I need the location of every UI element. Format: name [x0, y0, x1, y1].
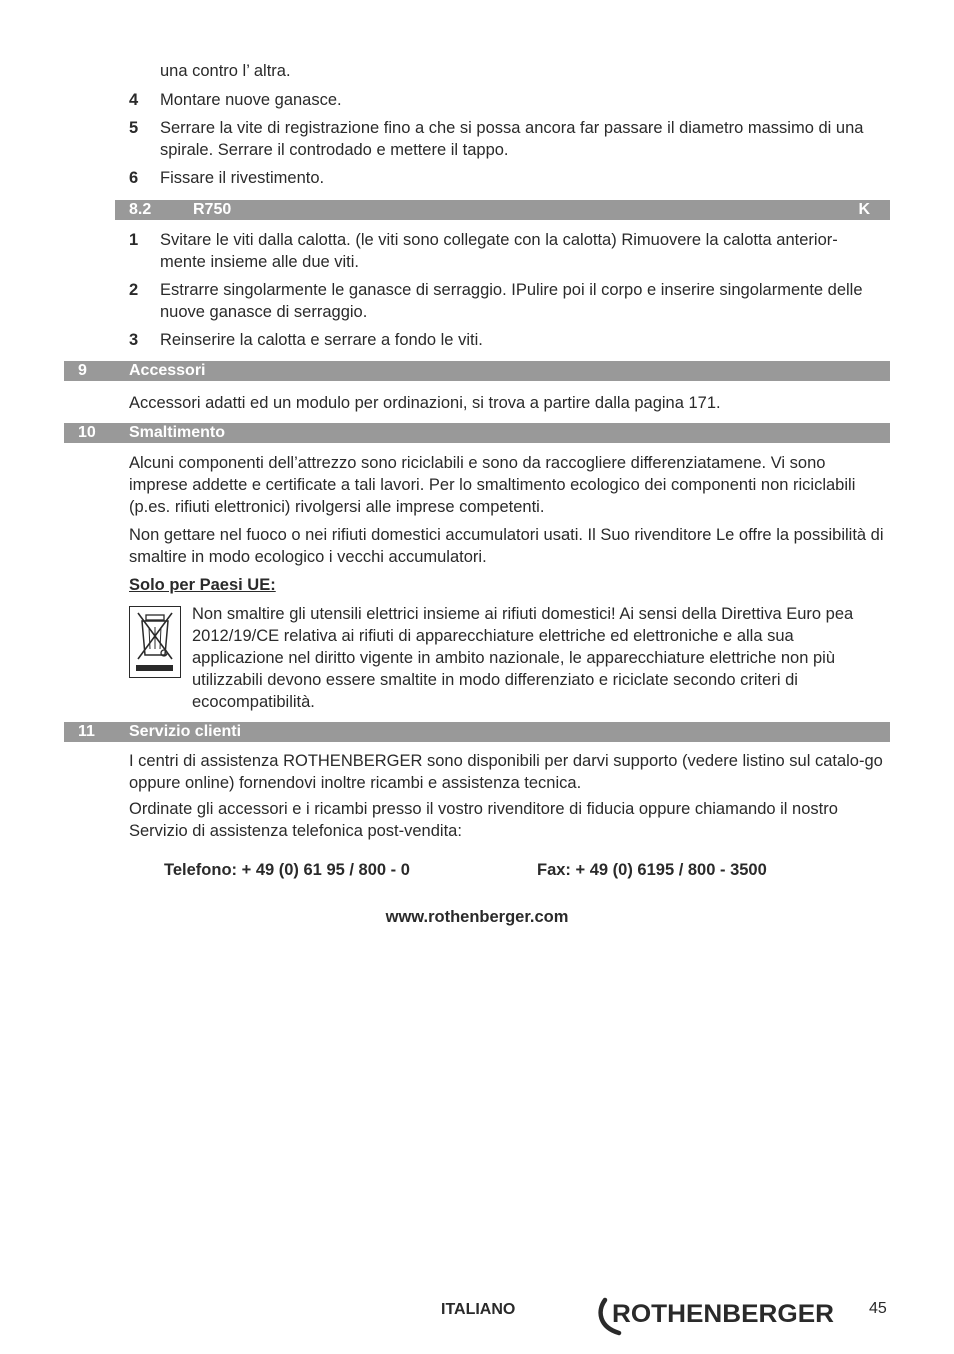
- step-item: [129, 89, 881, 111]
- step-text: Serrare la vite di registrazione fino a che si possa ancora far passare il diametro massimo di una spirale. Serrare il controdado e mettere il tappo.: [160, 119, 864, 159]
- section-number: 10: [78, 424, 96, 441]
- section-header-11: [64, 722, 890, 742]
- step-item: [129, 279, 881, 323]
- website-link[interactable]: www.rothenberger.com: [385, 908, 569, 926]
- smaltimento-paragraph-1: Alcuni componenti dell’attrezzo sono riciclabili e sono da raccogliere differenziatamene. Vi sono imprese addette e certificate a tali lavori. Per lo smaltimento ecologico dei componenti non riciclabili (p.es. rifiuti elettronici) rivolgersi alle imprese competenti.: [129, 454, 856, 516]
- section-title: R750: [193, 201, 232, 218]
- section-number: 11: [78, 723, 95, 740]
- step-item: [129, 329, 881, 351]
- section-title: Accessori: [129, 362, 206, 379]
- step-text: Fissare il rivestimento.: [160, 169, 325, 187]
- section-header-8-2: [115, 200, 890, 220]
- step-number: 2: [129, 281, 139, 299]
- section-number: 9: [78, 362, 87, 379]
- eu-disposal-text: Non smaltire gli utensili elettrici insieme ai rifiuti domestici! Ai sensi della Direttiva Euro pea 2012/19/CE relativa ai rifiuti di apparecchiature elettriche ed elettroniche e alla sua applicazione nel diritto vigente in ambito nazionale, le apparecchiature elettriche non più utilizzabili devono essere smaltite in modo differenziato e riciclate secondo criteri di ecocompatibilità.: [192, 605, 854, 711]
- page-number: 45: [869, 1300, 887, 1317]
- phone-number: Telefono: + 49 (0) 61 95 / 800 - 0: [164, 861, 410, 879]
- accessori-text: Accessori adatti ed un modulo per ordinazioni, si trova a partire dalla pagina 171.: [129, 394, 721, 412]
- fax-number: Fax: + 49 (0) 6195 / 800 - 3500: [537, 861, 767, 879]
- step-number: 4: [129, 91, 139, 109]
- step-item: [129, 229, 881, 273]
- section-title: Smaltimento: [129, 424, 226, 441]
- eu-only-label: Solo per Paesi UE:: [129, 576, 276, 594]
- section-number: 8.2: [129, 201, 152, 218]
- smaltimento-paragraph-2: Non gettare nel fuoco o nei rifiuti domestici accumulatori usati. Il Suo rivenditore Le offre la possibilità di smaltire in modo ecologico i vecchi accumulatori.: [129, 526, 884, 566]
- step-number: 6: [129, 169, 139, 187]
- continuation-text: una contro l’ altra.: [160, 62, 291, 80]
- svg-text:ROTHENBERGER: ROTHENBERGER: [612, 1300, 834, 1328]
- footer-language: ITALIANO: [441, 1301, 516, 1318]
- step-text: Estrarre singolarmente le ganasce di serraggio. IPulire poi il corpo e inserire singolarmente delle nuove ganasce di serraggio.: [160, 281, 863, 321]
- step-item: [129, 167, 881, 189]
- crossed-out-wheelie-bin-icon: [129, 606, 181, 678]
- step-text: Svitare le viti dalla calotta. (le viti sono collegate con la calotta) Rimuovere la calotta anterior-mente insieme alle due viti.: [160, 231, 838, 271]
- step-text: Montare nuove ganasce.: [160, 91, 342, 109]
- step-item: [129, 117, 881, 161]
- section-header-9: [64, 361, 890, 381]
- rothenberger-logo: [593, 1297, 838, 1343]
- section-header-10: [64, 423, 890, 443]
- servizio-paragraph-1: I centri di assistenza ROTHENBERGER sono disponibili per darvi supporto (vedere listino sul catalo-go oppure online) fornendovi inoltre ricambi e assistenza tecnica.: [129, 752, 883, 792]
- step-number: 5: [129, 119, 139, 137]
- servizio-paragraph-2: Ordinate gli accessori e i ricambi presso il vostro rivenditore di fiducia oppure chiamando il nostro Servizio di assistenza telefonica post-vendita:: [129, 800, 838, 840]
- section-title: Servizio clienti: [129, 723, 242, 740]
- step-number: 1: [129, 231, 139, 249]
- section-tag: K: [858, 201, 870, 218]
- step-number: 3: [129, 331, 139, 349]
- step-text: Reinserire la calotta e serrare a fondo le viti.: [160, 331, 483, 349]
